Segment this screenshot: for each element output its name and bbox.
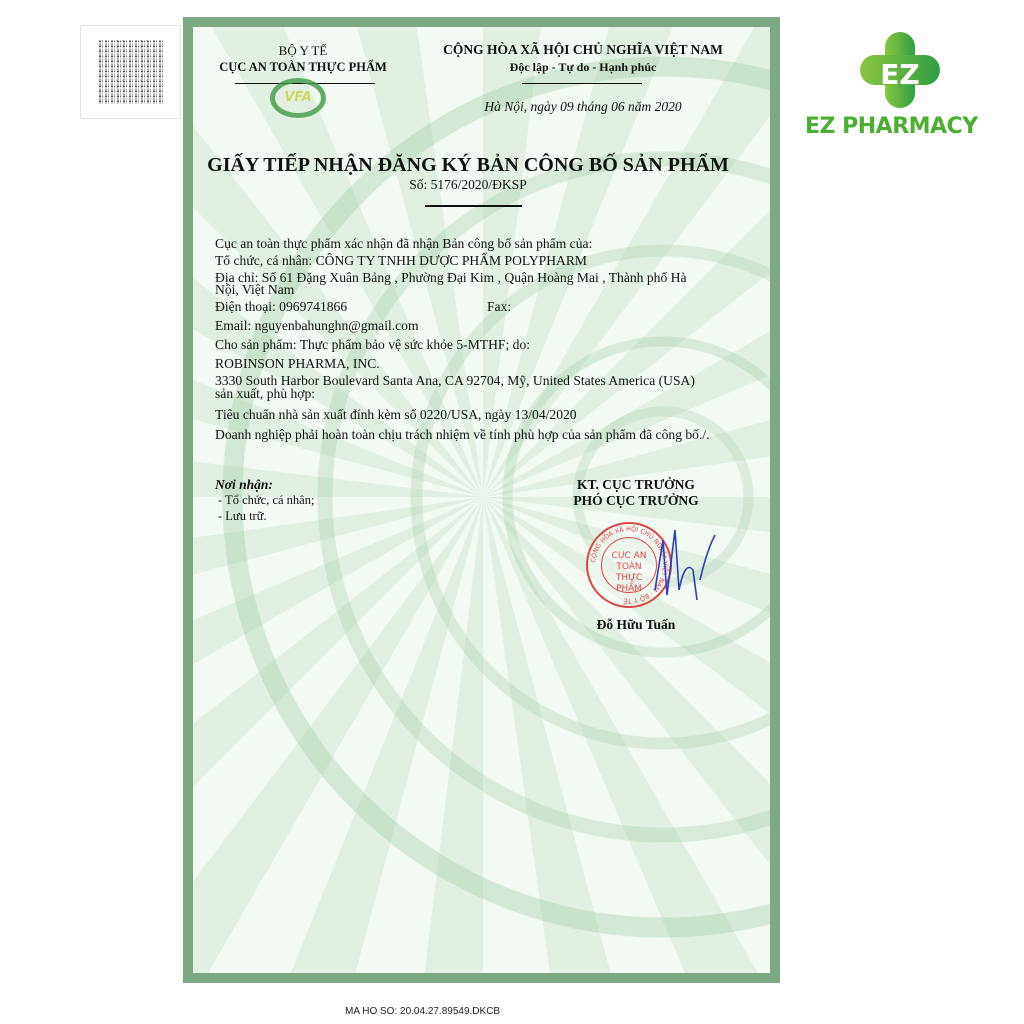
responsibility-line: Doanh nghiệp phải hoàn toàn chịu trách nhiệm về tính phù hợp của sản phẩm đã công bố./.: [215, 426, 710, 442]
document-body: [215, 236, 710, 444]
recipient-item: - Tổ chức, cá nhân;: [218, 493, 315, 507]
email: Email: nguyenbahunghn@gmail.com: [215, 318, 419, 334]
brand-name: EZ PHARMACY: [805, 114, 978, 139]
manufacturer: ROBINSON PHARMA, INC.: [215, 355, 380, 371]
stamp-ring-textpath: CỘNG HÒA XÃ HỘI CHỦ NGHĨA VIỆT NAM · BỘ Y TẾ: [589, 524, 670, 606]
manufacturer-address: 3330 South Harbor Boulevard Santa Ana, CA 92704, Mỹ, United States America (USA): [215, 372, 695, 388]
document-number: Số: 5176/2020/ĐKSP: [409, 177, 527, 192]
phone: Điện thoại: 0969741866: [215, 299, 348, 315]
signer-title-2: PHÓ CỤC TRƯỞNG: [573, 493, 699, 508]
ez-pharmacy-logo: [800, 30, 1000, 145]
recipients-label: Nơi nhận:: [215, 477, 273, 492]
product-line: Cho sản phẩm: Thực phẩm bảo vệ sức khỏe 5-MTHF; do:: [215, 336, 531, 352]
title-underline: [425, 205, 522, 207]
signature: [645, 520, 725, 610]
department-name: CỤC AN TOÀN THỰC PHẨM: [219, 60, 387, 74]
body-line: Cục an toàn thực phẩm xác nhận đã nhận Bản công bố sản phẩm của:: [215, 236, 593, 251]
ez-cross-icon: [800, 30, 1000, 110]
body-line: Nội, Việt Nam: [215, 282, 295, 298]
contact-row: [215, 299, 710, 316]
qr-code-overlay: [99, 40, 163, 104]
ministry-name: BỘ Y TẾ: [278, 43, 328, 58]
body-line: sản xuất, phù hợp:: [215, 386, 316, 402]
vfa-logo: VFA: [270, 78, 326, 118]
dossier-code: MA HO SO: 20.04.27.89549.DKCB: [345, 1006, 501, 1017]
body-line: Tổ chức, cá nhân: CÔNG TY TNHH DƯỢC PHẨM POLYPHARM: [215, 252, 587, 268]
header-right-underline: [522, 83, 642, 84]
fax: Fax:: [487, 299, 512, 315]
nation-title: CỘNG HÒA XÃ HỘI CHỦ NGHĨA VIỆT NAM: [443, 42, 723, 57]
document-title: GIẤY TIẾP NHẬN ĐĂNG KÝ BẢN CÔNG BỐ SẢN PHẨM: [207, 154, 729, 176]
issue-date: Hà Nội, ngày 09 tháng 06 năm 2020: [484, 99, 682, 114]
body-line: Địa chỉ: Số 61 Đặng Xuân Bảng , Phường Đại Kim , Quận Hoàng Mai , Thành phố Hà: [215, 269, 687, 285]
standard-line: Tiêu chuẩn nhà sản xuất đính kèm số 0220/USA, ngày 13/04/2020: [215, 407, 577, 423]
signer-title-1: KT. CỤC TRƯỞNG: [577, 477, 695, 492]
signer-name: Đỗ Hữu Tuấn: [596, 617, 676, 632]
motto: Độc lập - Tự do - Hạnh phúc: [509, 60, 657, 74]
stamp-center-text: CỤC AN TOÀN THỰC PHẨM: [601, 537, 657, 593]
ez-letters: EZ: [880, 58, 920, 91]
qr-code: [80, 25, 181, 119]
recipient-item: - Lưu trữ.: [218, 509, 267, 523]
